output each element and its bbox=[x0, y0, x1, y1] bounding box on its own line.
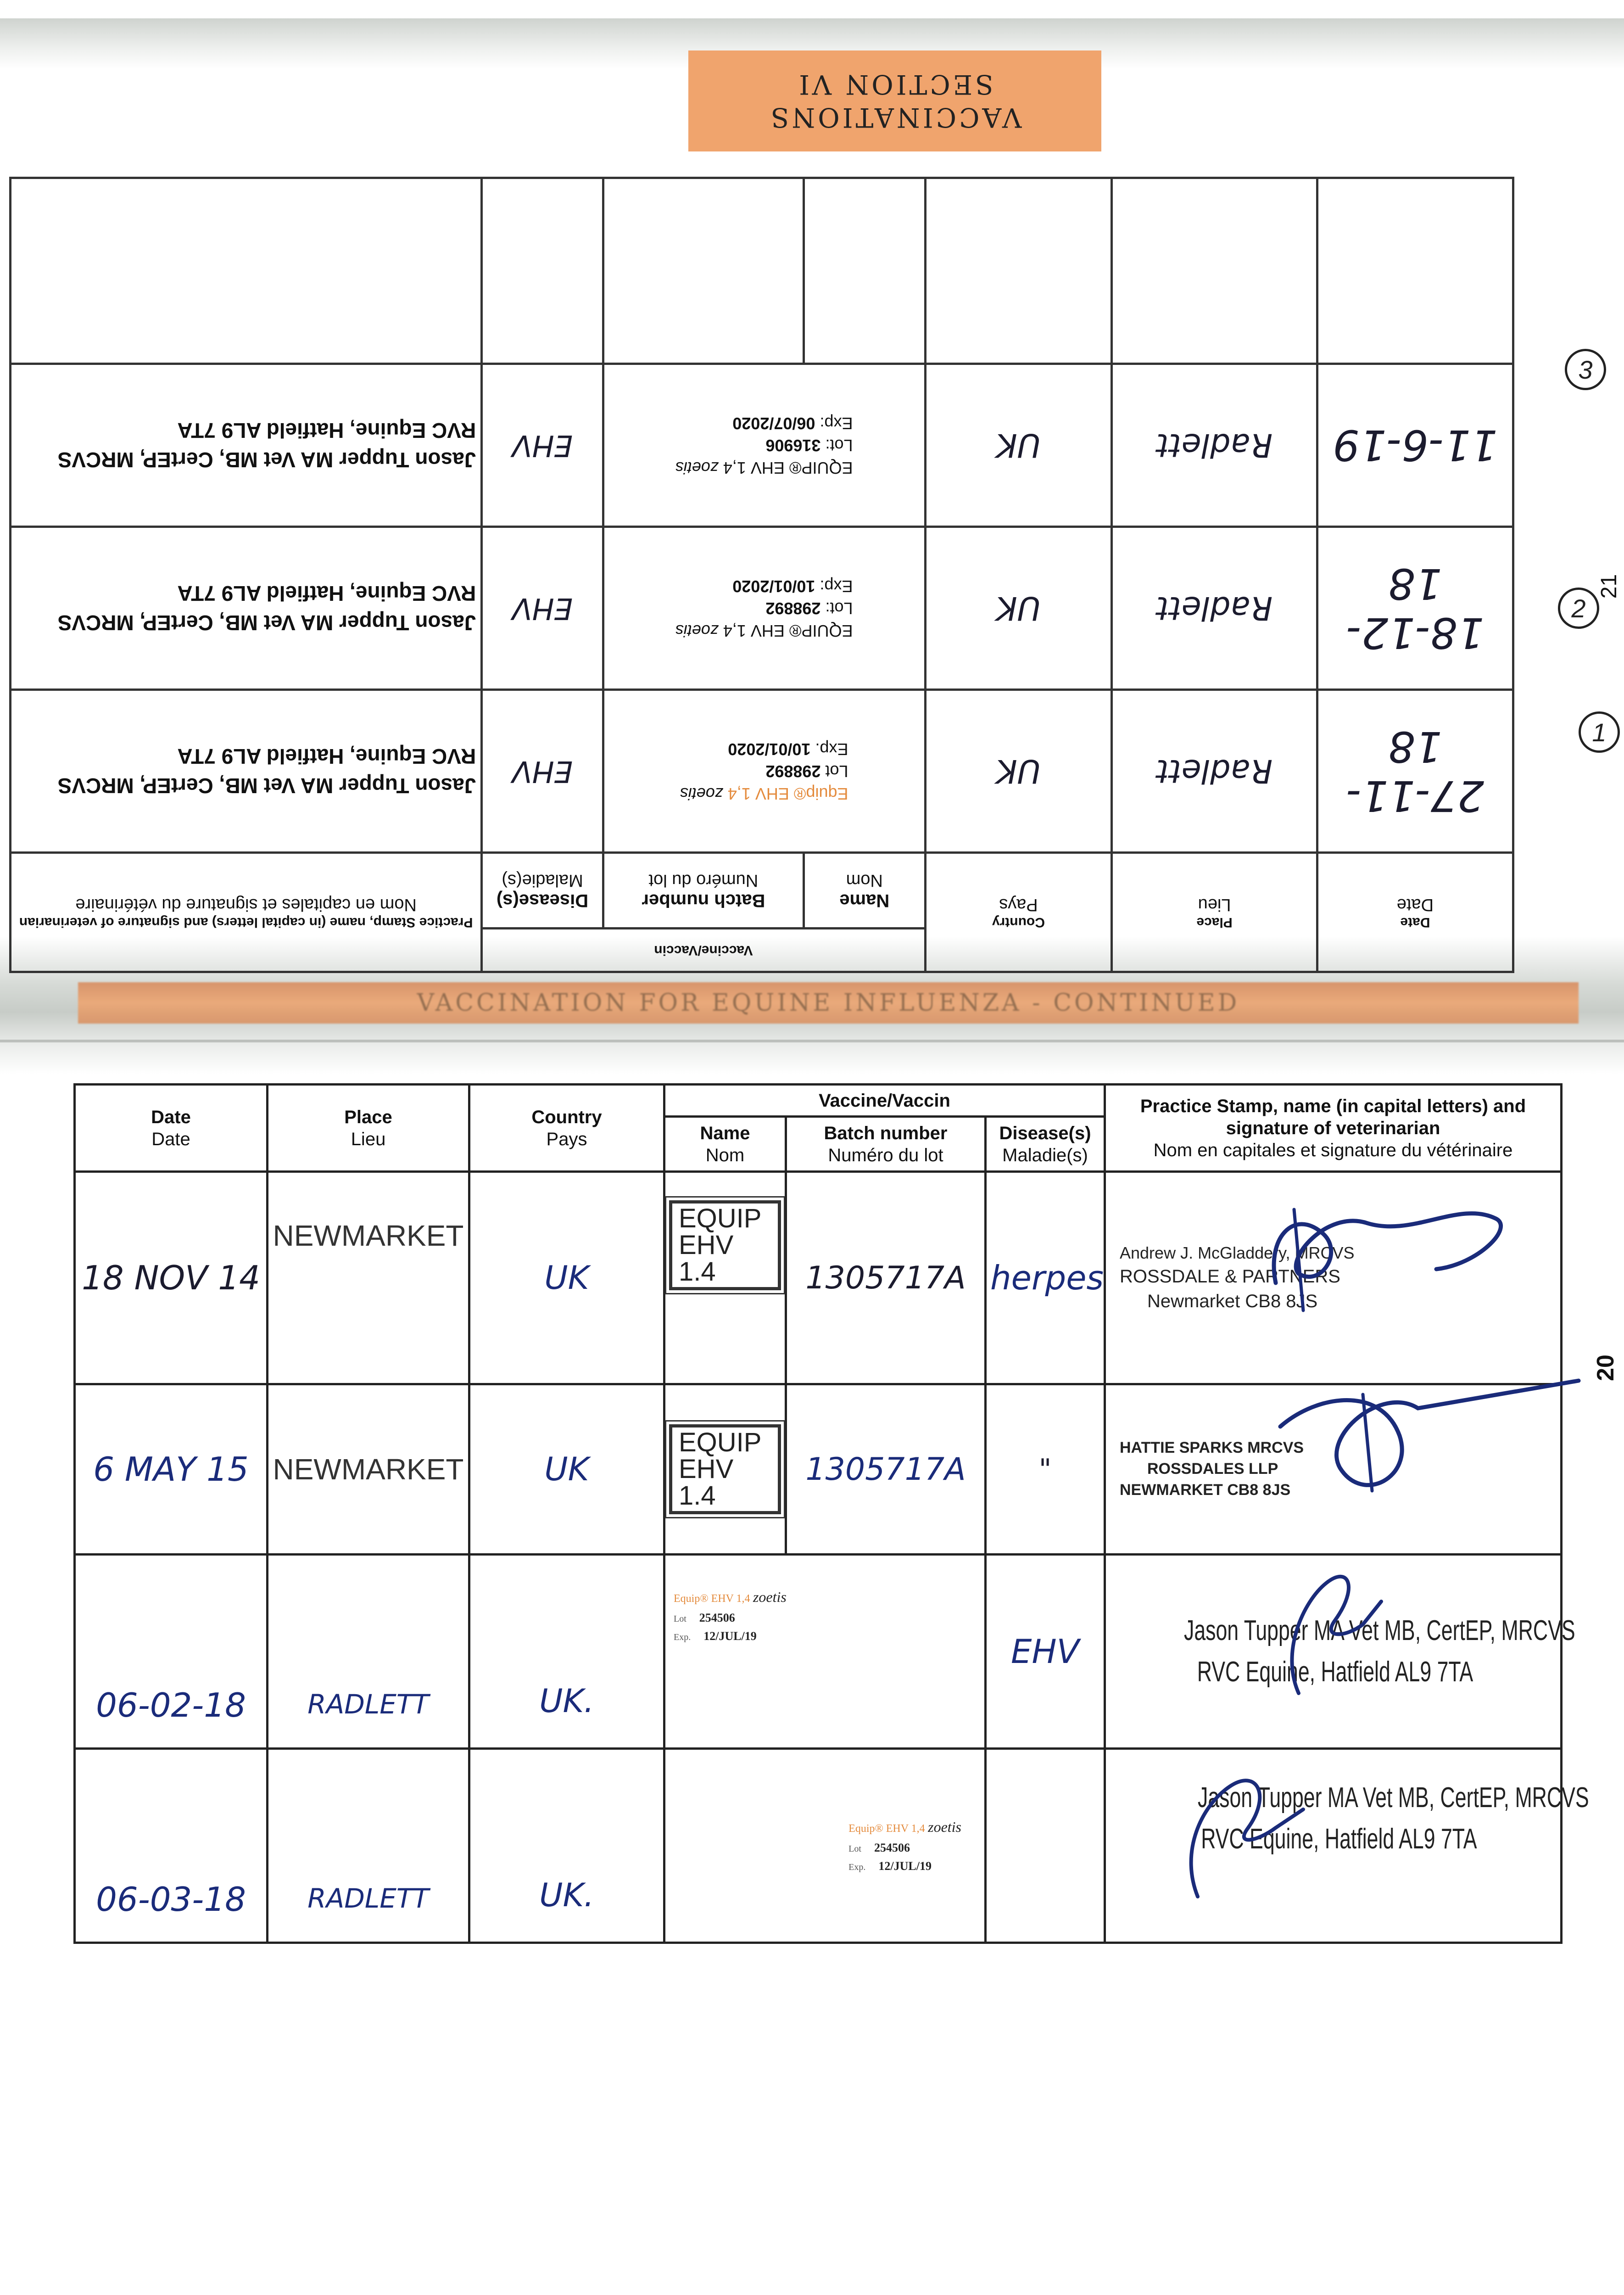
lower-row bbox=[75, 1172, 1562, 1384]
upper-disease: EHV bbox=[482, 364, 603, 527]
upper-vaccine-label: EQUIP® EHV 1,4 zoetis Lot: 316906 Exp: 06/07/2020 bbox=[603, 364, 925, 527]
upper-page bbox=[19, 28, 1569, 978]
lower-place: RADLETT bbox=[268, 1749, 469, 1943]
upper-row-empty bbox=[11, 178, 1513, 364]
upper-header-batch: Batch number Numéro du lot bbox=[603, 853, 804, 929]
lower-header-date: Date Date bbox=[75, 1085, 268, 1172]
upper-row bbox=[11, 690, 1513, 853]
upper-vet-stamp: Jason Tupper MA Vet MB, CertEP, MRCVS RVC Equine, Hatfield AL9 7TA bbox=[11, 690, 482, 853]
lower-header-stamp: Practice Stamp, name (in capital letters) and signature of veterinarian Nom en capitales et signature du vétérinaire bbox=[1105, 1085, 1562, 1172]
lower-disease bbox=[986, 1749, 1105, 1943]
lower-place: NEWMARKET bbox=[268, 1384, 469, 1555]
lower-country: UK. bbox=[469, 1555, 664, 1749]
lower-row bbox=[75, 1555, 1562, 1749]
upper-vaccination-table bbox=[9, 177, 1514, 973]
lower-vet-stamp: HATTIE SPARKS MRCVS ROSSDALES LLP NEWMARKET CB8 8JS bbox=[1105, 1384, 1562, 1555]
lower-header-disease: Disease(s) Maladie(s) bbox=[986, 1117, 1105, 1172]
upper-disease: EHV bbox=[482, 527, 603, 690]
lower-place: NEWMARKET bbox=[268, 1172, 469, 1384]
upper-vet-stamp: Jason Tupper MA Vet MB, CertEP, MRCVS RVC Equine, Hatfield AL9 7TA bbox=[11, 527, 482, 690]
lower-vaccine-label bbox=[664, 1749, 986, 1943]
upper-row bbox=[11, 527, 1513, 690]
page-number: 20 bbox=[1592, 1355, 1619, 1381]
lower-vaccine-label bbox=[664, 1555, 986, 1749]
upper-header-disease: Disease(s) Maladie(s) bbox=[482, 853, 603, 929]
lower-batch: 1305717A bbox=[786, 1384, 986, 1555]
lower-disease: " bbox=[986, 1384, 1105, 1555]
lower-row bbox=[75, 1384, 1562, 1555]
lower-header-place: Place Lieu bbox=[268, 1085, 469, 1172]
lower-batch: 1305717A bbox=[786, 1172, 986, 1384]
upper-place: Radlett bbox=[1112, 690, 1317, 853]
lower-vaccine-name bbox=[664, 1384, 786, 1555]
upper-vet-stamp: Jason Tupper MA Vet MB, CertEP, MRCVS RVC Equine, Hatfield AL9 7TA bbox=[11, 364, 482, 527]
lower-header-vaccine: Vaccine/Vaccin bbox=[664, 1085, 1105, 1117]
lower-place: RADLETT bbox=[268, 1555, 469, 1749]
upper-date: 18-12-18 bbox=[1317, 527, 1513, 690]
lower-vaccination-table bbox=[73, 1083, 1589, 1944]
vaccine-sticker: Equip® EHV 1,4 zoetis Lot 254506 Exp. 12/JUL/19 bbox=[674, 1589, 787, 1643]
upper-header-date: Date Date bbox=[1317, 853, 1513, 972]
lower-row bbox=[75, 1749, 1562, 1943]
upper-country: UK bbox=[925, 364, 1112, 527]
upper-vaccine-label: EQUIP® EHV 1,4 zoetis Lot: 298892 Exp: 10/01/2020 bbox=[603, 527, 925, 690]
row-marker-circle: 2 bbox=[1558, 588, 1599, 629]
lower-vet-stamp: Jason Tupper MA Vet MB, CertEP, MRCVS RVC Equine, Hatfield AL9 7TA bbox=[1105, 1555, 1562, 1749]
lower-country: UK bbox=[469, 1172, 664, 1384]
equip-stamp: EQUIP EHV 1.4 bbox=[669, 1424, 781, 1514]
lower-vaccine-name bbox=[664, 1172, 786, 1384]
lower-country: UK. bbox=[469, 1749, 664, 1943]
lower-date: 6 MAY 15 bbox=[75, 1384, 268, 1555]
upper-disease: EHV bbox=[482, 690, 603, 853]
upper-header-name: Name Nom bbox=[804, 853, 925, 929]
lower-disease: herpes bbox=[986, 1172, 1105, 1384]
upper-row bbox=[11, 364, 1513, 527]
row-marker-circle: 1 bbox=[1579, 711, 1620, 753]
upper-header-stamp: Practice Stamp, name (in capital letters) and signature of veterinarian Nom en capitales et signature du vétérinaire bbox=[11, 853, 482, 972]
page-fold bbox=[0, 1040, 1624, 1042]
lower-date: 06-02-18 bbox=[75, 1555, 268, 1749]
upper-country: UK bbox=[925, 690, 1112, 853]
upper-date: 27-11-18 bbox=[1317, 690, 1513, 853]
lower-country: UK bbox=[469, 1384, 664, 1555]
upper-date: 11-6-19 bbox=[1317, 364, 1513, 527]
vaccine-sticker: Equip® EHV 1,4 zoetis Lot 254506 Exp. 12/JUL/19 bbox=[848, 1818, 961, 1873]
section-title: VACCINATIONS bbox=[768, 102, 1022, 134]
upper-vaccine-label: Equip® EHV 1,4 zoetis Lot 298892 Exp. 10/01/2020 bbox=[603, 690, 925, 853]
lower-date: 18 NOV 14 bbox=[75, 1172, 268, 1384]
side-mark: 21 bbox=[1597, 574, 1622, 599]
continued-heading: VACCINATION FOR EQUINE INFLUENZA - CONTINUED bbox=[78, 982, 1579, 1024]
upper-header-place: Place Lieu bbox=[1112, 853, 1317, 972]
lower-disease: EHV bbox=[986, 1555, 1105, 1749]
lower-date: 06-03-18 bbox=[75, 1749, 268, 1943]
lower-vet-stamp: Jason Tupper MA Vet MB, CertEP, MRCVS RVC Equine, Hatfield AL9 7TA bbox=[1105, 1749, 1562, 1943]
upper-place: Radlett bbox=[1112, 527, 1317, 690]
section-number: SECTION VI bbox=[796, 69, 993, 100]
lower-header-batch: Batch number Numéro du lot bbox=[786, 1117, 986, 1172]
section-heading bbox=[688, 50, 1101, 151]
lower-vet-stamp: Andrew J. McGladdery, MRCVS ROSSDALE & PARTNERS Newmarket CB8 8JS bbox=[1105, 1172, 1562, 1384]
upper-header-country: Country Pays bbox=[925, 853, 1112, 972]
equip-stamp: EQUIP EHV 1.4 bbox=[669, 1200, 781, 1290]
upper-header-vaccine: Vaccine/Vaccin bbox=[482, 929, 925, 972]
row-marker-circle: 3 bbox=[1565, 349, 1606, 390]
upper-country: UK bbox=[925, 527, 1112, 690]
lower-header-name: Name Nom bbox=[664, 1117, 786, 1172]
upper-place: Radlett bbox=[1112, 364, 1317, 527]
lower-header-country: Country Pays bbox=[469, 1085, 664, 1172]
